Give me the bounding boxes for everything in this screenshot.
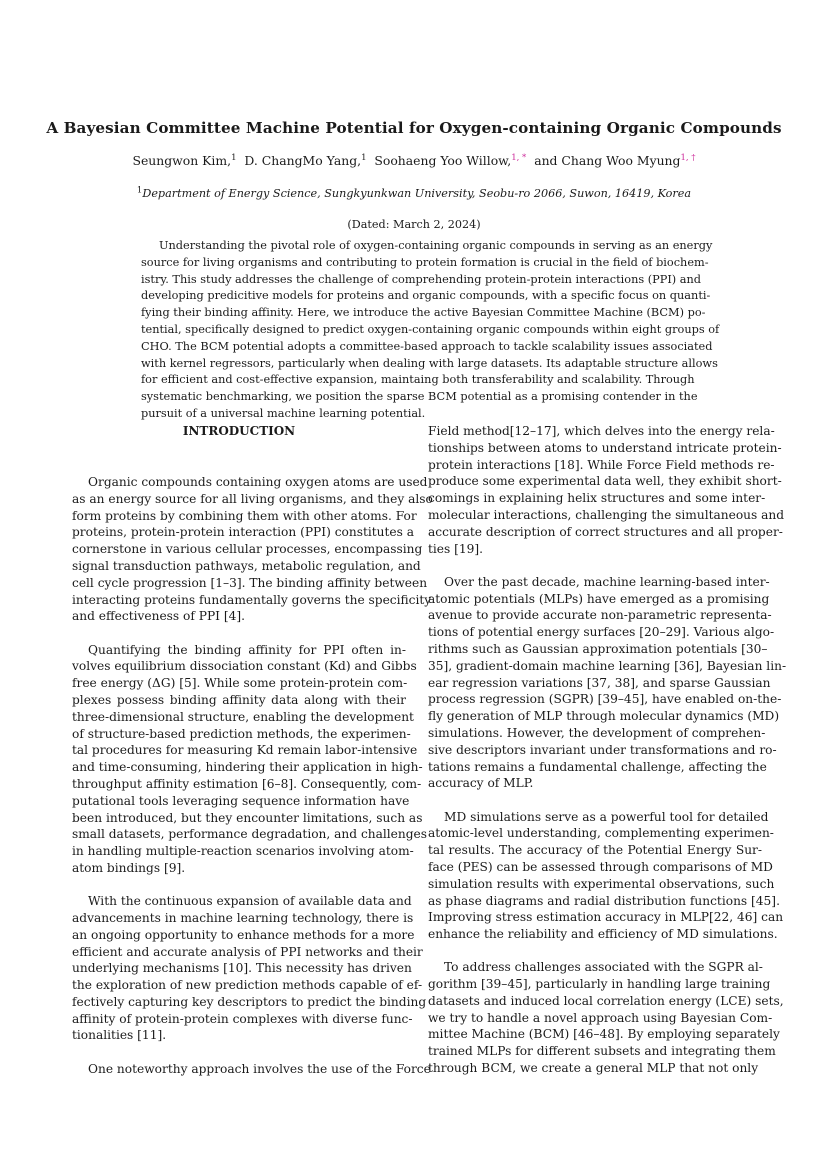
body-line: To address challenges associated with the SGPR al- [444,960,763,975]
body-line: an ongoing opportunity to enhance methods for a more [72,927,415,942]
body-line: tions of potential energy surfaces [20–29]. Various algo- [428,625,775,640]
body-line: process regression (SGPR) [39–45], have enabled on-the- [428,692,782,707]
body-line: accuracy of MLP. [428,776,534,791]
body-line: With the continuous expansion of available data and [88,894,412,909]
body-line: and time-consuming, hindering their application in high- [72,760,423,775]
author-3: Soohaeng Yoo Willow,$^{1, *}$ [374,152,527,168]
abstract-line: pursuit of a universal machine learning potential. [141,406,426,420]
paper-title: A Bayesian Committee Machine Potential for Oxygen-containing Organic Compounds [46,119,782,137]
date-line: (Dated: March 2, 2024) [347,218,481,231]
body-line: three-dimensional structure, enabling the development [72,709,414,724]
body-line: as phase diagrams and radial distribution functions [45]. [428,893,780,908]
body-line: efficient and accurate analysis of PPI networks and their [72,944,423,959]
body-line: been introduced, but they encounter limitations, such as [72,810,423,825]
body-line: sive descriptors invariant under transformations and ro- [428,742,777,757]
body-line: tal procedures for measuring Kd remain labor-intensive [72,743,418,758]
body-line: plexes possess binding affinity data along with their [72,692,406,707]
body-line: rithms such as Gaussian approximation potentials [30– [428,641,768,656]
body-line: simulation results with experimental observations, such [428,876,775,891]
body-line: 35], gradient-domain machine learning [36], Bayesian lin- [428,658,787,673]
body-line: throughput affinity estimation [6–8]. Consequently, com- [72,776,422,791]
body-line: MD simulations serve as a powerful tool for detailed [444,809,769,824]
body-line: fly generation of MLP through molecular dynamics (MD) [428,709,780,724]
body-line: and effectiveness of PPI [4]. [72,609,245,624]
body-line: One noteworthy approach involves the use of the Force [88,1061,431,1076]
body-line: tal results. The accuracy of the Potential Energy Sur- [428,843,762,858]
body-line: ear regression variations [37, 38], and sparse Gaussian [428,675,771,690]
body-line: atomic potentials (MLPs) have emerged as a promising [428,591,770,606]
body-line: volves equilibrium dissociation constant (Kd) and Gibbs [72,659,417,674]
body-line: fectively capturing key descriptors to predict the binding [72,994,427,1009]
body-line: affinity of protein-protein complexes with diverse func- [72,1011,413,1026]
body-line: mittee Machine (BCM) [46–48]. By employing separately [428,1027,780,1042]
body-line: datasets and induced local correlation energy (LCE) sets, [428,993,784,1008]
body-line: face (PES) can be assessed through comparisons of MD [428,859,773,874]
author-list [40,153,788,168]
author-2: D. ChangMo Yang,$^1$ [244,152,367,168]
author-4: and Chang Woo Myung$^{1, \dagger}$ [534,152,696,168]
abstract-line: for efficient and cost-effective expansion, maintaing both transferability and scalability. Through [141,373,695,387]
body-line: tionalities [11]. [72,1028,167,1043]
abstract-line: source for living organisms and contributing to protein formation is crucial in the field of biochem- [141,255,709,269]
body-line: small datasets, performance degradation, and challenges [72,827,428,842]
body-line: simulations. However, the development of comprehen- [428,725,766,740]
body-line: gorithm [39–45], particularly in handling large training [428,977,771,992]
body-line: advancements in machine learning technology, there is [72,910,414,925]
abstract-line: tential, specifically designed to predict oxygen-containing organic compounds within eight groups of [141,322,720,336]
right-column [428,423,787,1077]
body-line: cornerstone in various cellular processes, encompassing [72,542,423,557]
abstract-line: CHO. The BCM potential adopts a committee-based approach to tackle scalability issues associated [141,339,713,353]
abstract-line: istry. This study addresses the challenge of comprehending protein-protein interactions (PPI) and [141,272,702,286]
body-line: tionships between atoms to understand intricate protein- [428,440,782,455]
abstract-line: systematic benchmarking, we position the sparse BCM potential as a promising contender in the [141,390,698,404]
body-line: Quantifying the binding affinity for PPI often in- [88,642,406,657]
author-1: Seungwon Kim,$^1$ [132,152,237,168]
body-line: as an energy source for all living organisms, and they also [72,491,433,506]
body-line: Over the past decade, machine learning-based inter- [444,574,770,589]
body-line: molecular interactions, challenging the simultaneous and [428,507,785,522]
body-line: trained MLPs for different subsets and integrating them [428,1044,776,1059]
abstract-line: with kernel regressors, particularly when dealing with large datasets. Its adaptable structure allows [141,356,718,370]
body-line: accurate description of correct structures and all proper- [428,524,783,539]
body-line: enhance the reliability and efficiency of MD simulations. [428,927,778,942]
body-line: putational tools leveraging sequence information have [72,793,410,808]
body-line: Organic compounds containing oxygen atoms are used [88,475,428,489]
body-line: cell cycle progression [1–3]. The binding affinity between [72,575,428,590]
left-column [72,423,433,1077]
body-line: we try to handle a novel approach using Bayesian Com- [428,1010,773,1025]
body-line: free energy (ΔG) [5]. While some protein-protein com- [72,676,408,691]
body-line: ties [19]. [428,541,484,556]
body-line: of structure-based prediction methods, the experimen- [72,726,411,741]
body-line: tations remains a fundamental challenge, affecting the [428,759,767,774]
body-line: form proteins by combining them with other atoms. For [72,508,417,523]
body-line: through BCM, we create a general MLP that not only [428,1061,759,1076]
affiliation: $^1$Department of Energy Science, Sungkyunkwan University, Seobu-ro 2066, Suwon, 16419, Korea [136,185,692,200]
body-line: avenue to provide accurate non-parametric representa- [428,608,772,623]
body-line: interacting proteins fundamentally governs the specificity [72,592,432,607]
body-line: proteins, protein-protein interaction (PPI) constitutes a [72,525,415,540]
abstract-line: Understanding the pivotal role of oxygen-containing organic compounds in serving as an energy [159,239,713,252]
body-line: Field method[12–17], which delves into the energy rela- [428,424,775,438]
body-line: comings in explaining helix structures and some inter- [428,491,766,506]
body-line: atomic-level understanding, complementing experimen- [428,826,774,841]
body-line: protein interactions [18]. While Force Field methods re- [428,457,775,472]
body-line: the exploration of new prediction methods capable of ef- [72,978,423,993]
body-line: Improving stress estimation accuracy in MLP[22, 46] can [428,910,784,925]
abstract-line: developing predicitive models for proteins and organic compounds, with a specific focus on quanti- [141,289,711,303]
abstract [141,239,720,424]
body-line: produce some experimental data well, they exhibit short- [428,474,782,489]
body-line: underlying mechanisms [10]. This necessity has driven [72,961,412,976]
abstract-line: fying their binding affinity. Here, we introduce the active Bayesian Committee Machine (BCM) po- [141,306,706,320]
body-line: signal transduction pathways, metabolic regulation, and [72,558,421,573]
body-line: in handling multiple-reaction scenarios involving atom- [72,844,414,859]
section-heading: INTRODUCTION [182,424,296,438]
body-line: atom bindings [9]. [72,860,186,875]
